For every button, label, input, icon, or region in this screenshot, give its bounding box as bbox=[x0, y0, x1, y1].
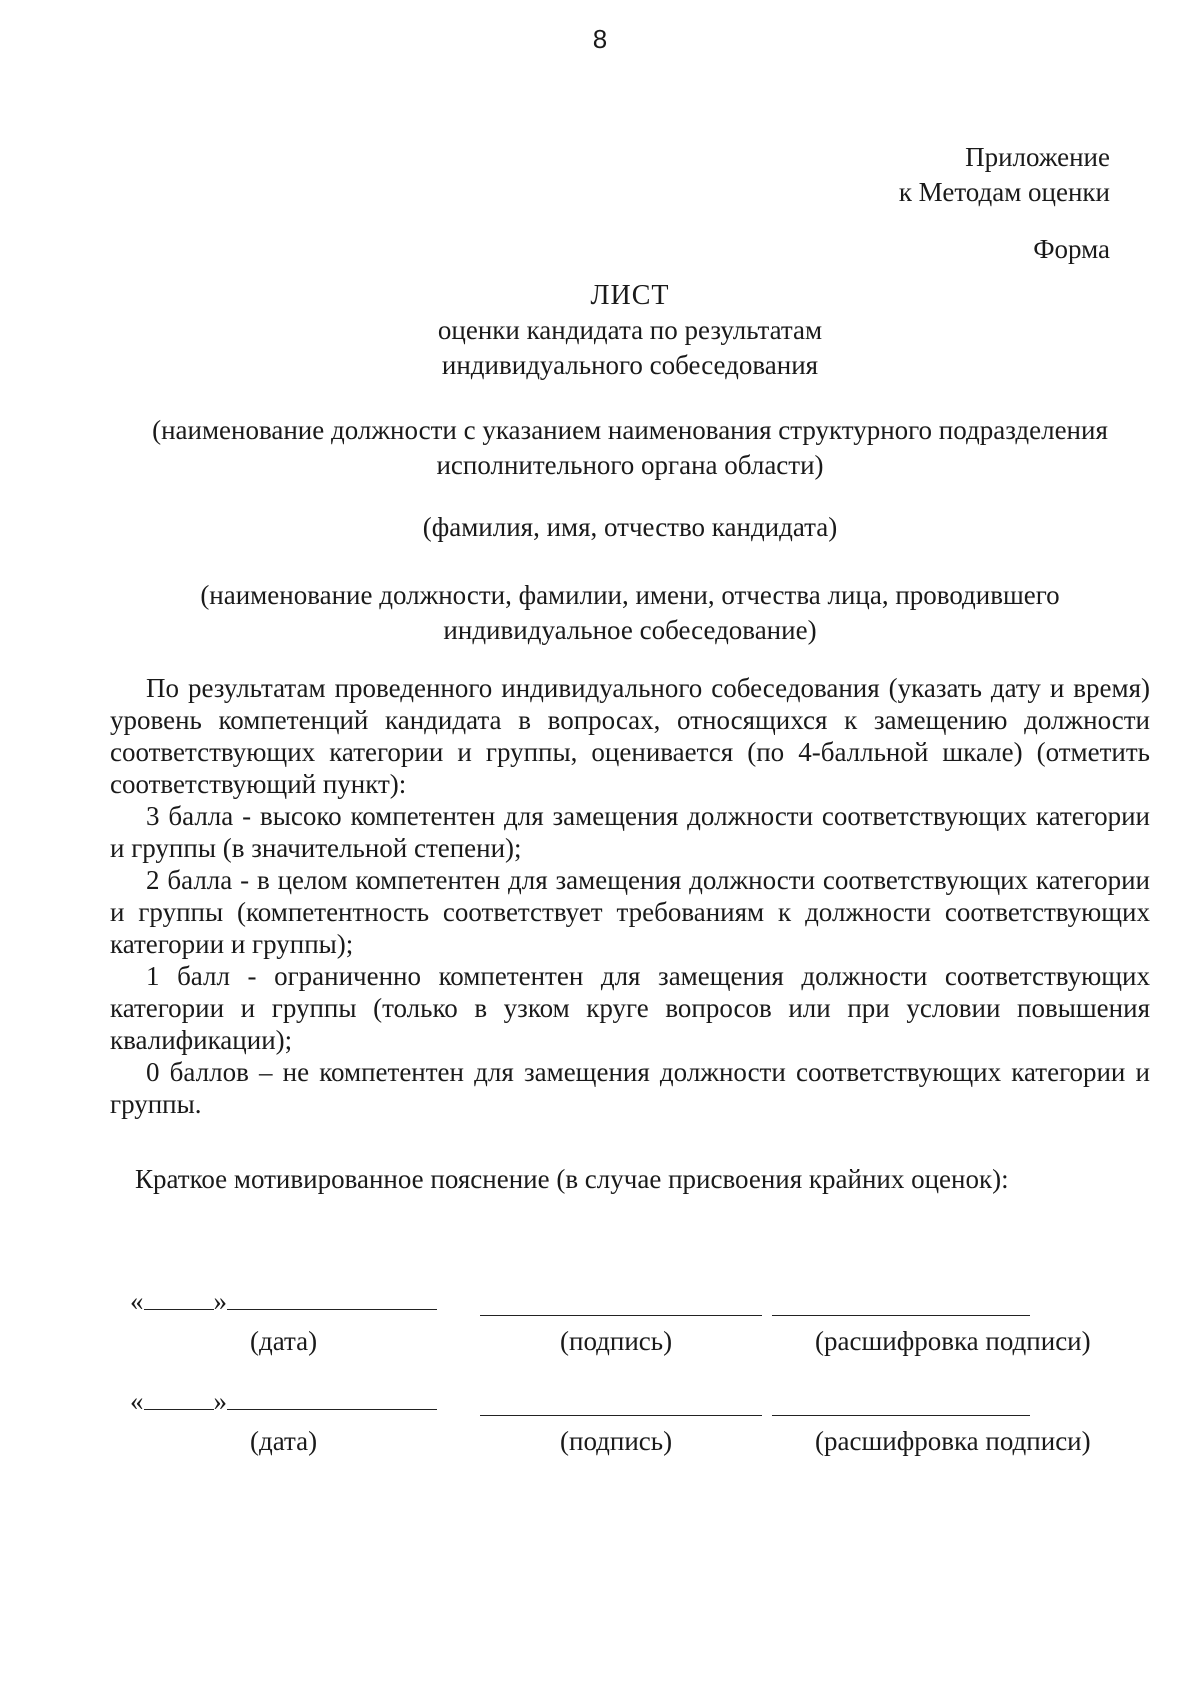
month-year-blank[interactable] bbox=[227, 1287, 437, 1310]
date-field[interactable] bbox=[130, 1385, 450, 1417]
signature-decode-line[interactable] bbox=[772, 1415, 1030, 1416]
date-caption: (дата) bbox=[250, 1326, 318, 1356]
signature-decode-caption: (расшифровка подписи) bbox=[815, 1426, 1091, 1456]
day-blank[interactable] bbox=[144, 1387, 214, 1410]
title-line-3: индивидуального собеседования bbox=[441, 350, 819, 380]
signature-line[interactable] bbox=[480, 1415, 762, 1416]
title-line-2: оценки кандидата по результатам bbox=[437, 315, 823, 345]
interviewer-caption-line-1: (наименование должности, фамилии, имени, отчества лица, проводившего bbox=[200, 580, 1060, 610]
intro-paragraph: По результатам проведенного индивидуального собеседования (указать дату и время) уровень компетенций кандидата в вопросах, относящихся к замещению должности соответствующих категории и группы, оценивается (по 4-балльной шкале) (отметить соответствующий пункт): bbox=[110, 673, 1150, 799]
appendix-line-1: Приложение bbox=[965, 142, 1110, 172]
interviewer-caption-line-2: индивидуальное собеседование) bbox=[443, 615, 817, 645]
month-year-blank[interactable] bbox=[227, 1387, 437, 1410]
quote-open: « bbox=[130, 1386, 144, 1416]
score-item-1: 1 балл - ограниченно компетентен для замещения должности соответствующих категории и группы (только в узком круге вопросов или при условии повышения квалификации); bbox=[110, 961, 1150, 1055]
quote-close: » bbox=[213, 1386, 227, 1416]
signature-caption: (подпись) bbox=[560, 1326, 673, 1356]
date-caption: (дата) bbox=[250, 1426, 318, 1456]
signature-caption: (подпись) bbox=[560, 1426, 673, 1456]
quote-close: » bbox=[213, 1286, 227, 1316]
position-caption-line-2: исполнительного органа области) bbox=[436, 450, 824, 480]
signature-decode-caption: (расшифровка подписи) bbox=[815, 1326, 1091, 1356]
quote-open: « bbox=[130, 1286, 144, 1316]
candidate-name-caption: (фамилия, имя, отчество кандидата) bbox=[422, 512, 838, 542]
appendix-header bbox=[899, 140, 1110, 210]
form-label: Форма bbox=[1033, 234, 1110, 264]
signature-decode-line[interactable] bbox=[772, 1315, 1030, 1316]
interviewer-caption bbox=[110, 578, 1150, 648]
position-caption-line-1: (наименование должности с указанием наименования структурного подразделения bbox=[152, 415, 1108, 445]
position-caption bbox=[110, 413, 1150, 483]
score-item-3: 3 балла - высоко компетентен для замещения должности соответствующих категории и группы (в значительной степени); bbox=[110, 801, 1150, 863]
page-number: 8 bbox=[592, 24, 608, 54]
date-field[interactable] bbox=[130, 1285, 450, 1317]
signature-row-2 bbox=[0, 1385, 1200, 1475]
assessment-body bbox=[110, 672, 1150, 1120]
score-item-2: 2 балла - в целом компетентен для замещения должности соответствующих категории и группы (компетентность соответствует требованиям к должности соответствующих категории и группы); bbox=[110, 865, 1150, 959]
document-title bbox=[110, 278, 1150, 383]
signature-row-1 bbox=[0, 1285, 1200, 1375]
signature-line[interactable] bbox=[480, 1315, 762, 1316]
title-main: ЛИСТ bbox=[590, 280, 670, 311]
score-item-0: 0 баллов – не компетентен для замещения должности соответствующих категории и группы. bbox=[110, 1057, 1150, 1119]
appendix-line-2: к Методам оценки bbox=[898, 177, 1110, 207]
day-blank[interactable] bbox=[144, 1287, 214, 1310]
explanation-label: Краткое мотивированное пояснение (в случае присвоения крайних оценок): bbox=[135, 1164, 1009, 1194]
